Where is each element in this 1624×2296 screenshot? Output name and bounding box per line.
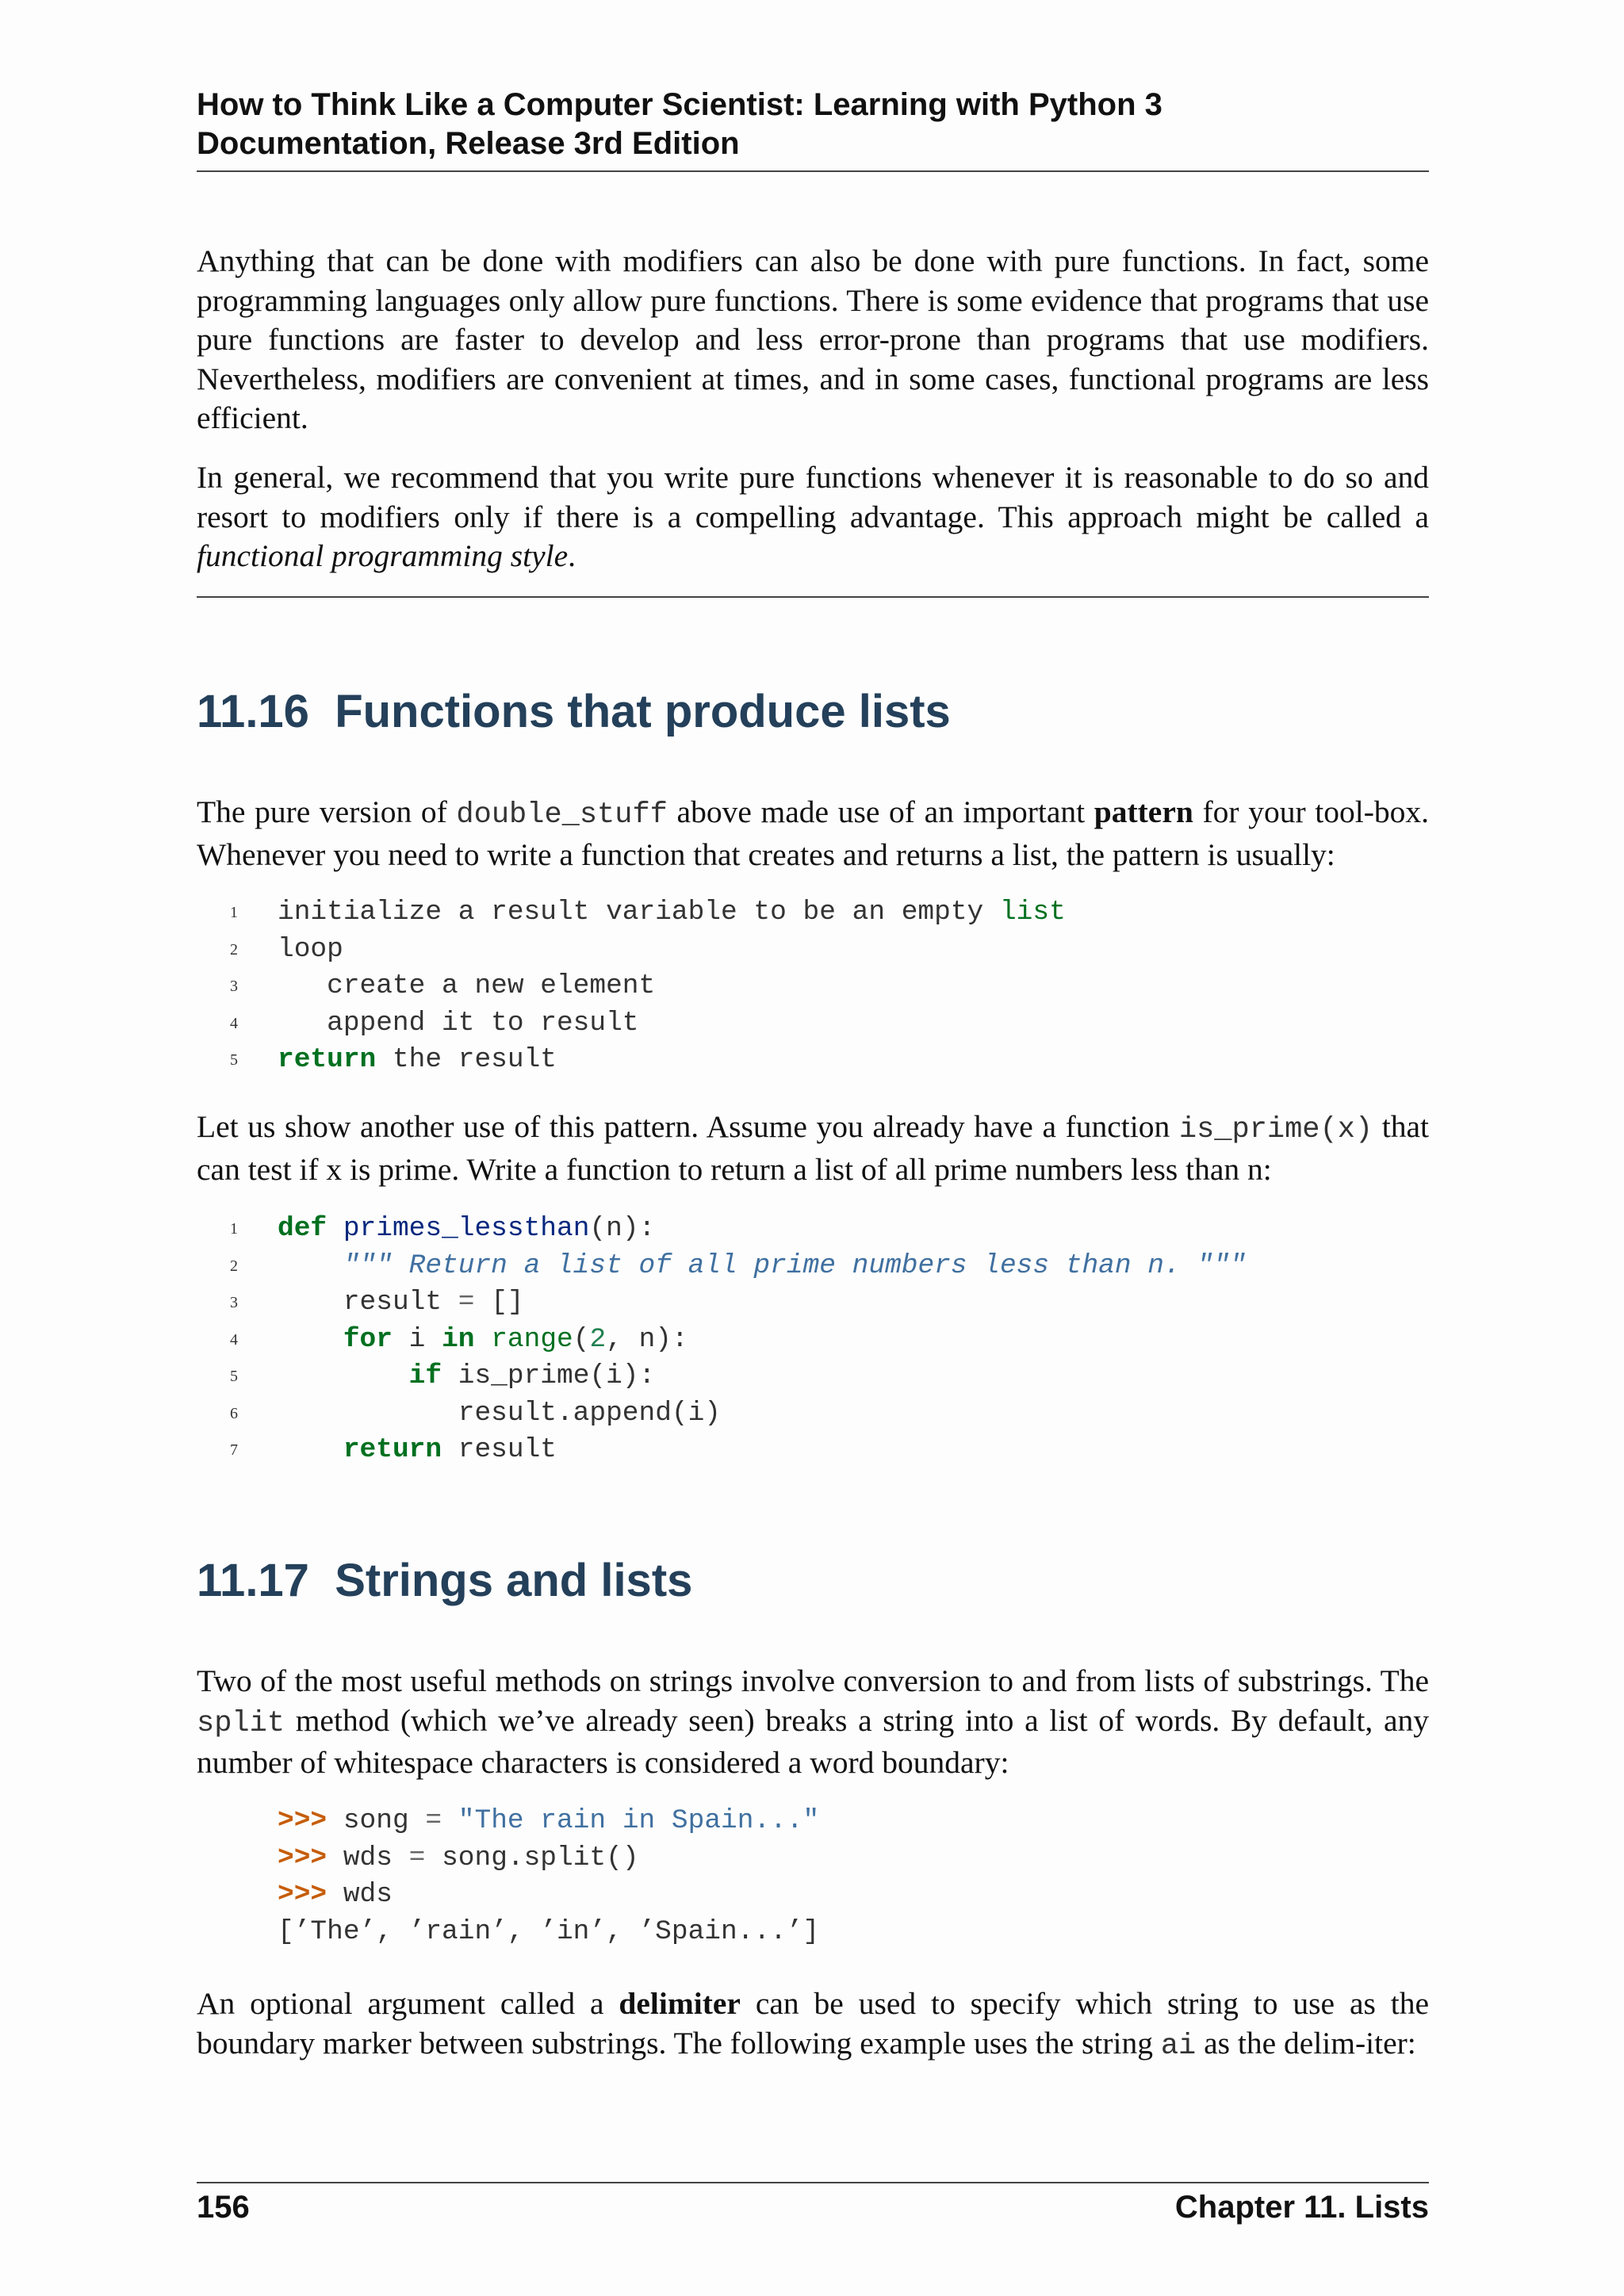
line-number: 1 [230, 904, 238, 921]
line-number: 3 [230, 978, 238, 995]
s16-p1-c: for your tool-box. Whenever you need to write a function that creates and returns a list, the pattern is usually: [197, 794, 1429, 872]
code-operator: = [458, 1287, 475, 1318]
code-function-name: primes_lessthan [343, 1213, 590, 1244]
running-header-line-1: How to Think Like a Computer Scientist: Learning with Python 3 [197, 87, 1162, 122]
code-text: append it to result [278, 1007, 639, 1039]
code-line [230, 1248, 1419, 1285]
line-number: 3 [230, 1294, 238, 1311]
code-docstring: """ Return a list of all prime numbers less than n. """ [343, 1249, 1247, 1281]
code-text: wds [327, 1842, 409, 1873]
code-operator: = [425, 1805, 442, 1836]
line-number: 4 [230, 1330, 238, 1349]
code-text: initialize a result variable to be an empty [278, 897, 1000, 928]
line-number: 4 [230, 1014, 238, 1032]
code-text: i [392, 1323, 442, 1355]
code-text: , n): [606, 1323, 688, 1355]
code-text: song.split() [425, 1842, 639, 1873]
page-number: 156 [197, 2190, 250, 2225]
code-line [230, 1005, 1419, 1043]
repl-output-text: [’The’, ’rain’, ’in’, ’Spain...’] [278, 1915, 820, 1947]
code-text: is_prime(i): [442, 1360, 656, 1391]
pattern-code-block [230, 894, 1419, 1079]
code-text: [] [474, 1287, 524, 1318]
section-divider-rule [197, 596, 1429, 598]
code-keyword: return [278, 1044, 377, 1075]
bold-term-delimiter: delimiter [619, 1986, 741, 2021]
code-text: ( [573, 1323, 590, 1355]
inline-code-ai: ai [1160, 2029, 1197, 2063]
line-number: 1 [230, 1220, 238, 1238]
code-text: wds [327, 1879, 393, 1910]
code-line [230, 1211, 1419, 1248]
section-16-paragraph-2 [197, 1108, 1429, 1189]
inline-code-split: split [197, 1706, 285, 1740]
intro-p2-emphasis: functional programming style [197, 538, 569, 573]
code-text: (n): [589, 1213, 656, 1244]
header-rule [197, 170, 1429, 172]
bold-term-pattern: pattern [1094, 794, 1193, 829]
repl-prompt: >>> [278, 1805, 327, 1836]
inline-code-is-prime: is_prime(x) [1178, 1113, 1373, 1146]
line-number: 5 [230, 1051, 238, 1069]
code-text: loop [278, 933, 343, 965]
section-17-paragraph-2 [197, 1984, 1429, 2066]
code-string: "The rain in Spain..." [442, 1805, 820, 1836]
section-heading-11-17 [197, 1553, 692, 1609]
section-16-paragraph-1 [197, 793, 1429, 874]
code-operator: = [408, 1842, 426, 1873]
s17-p2-a: An optional argument called a [197, 1986, 619, 2021]
code-keyword: return [343, 1434, 442, 1465]
code-line [230, 968, 1419, 1005]
s17-p2-b: can be used to specify which string to use as the boundary marker between substrings. The following example uses the string [197, 1986, 1429, 2061]
running-header-line-2: Documentation, Release 3rd Edition [197, 126, 740, 161]
s16-p1-b: above made use of an important [667, 794, 1094, 829]
code-text: result [442, 1434, 557, 1465]
line-number: 2 [230, 1257, 238, 1275]
intro-paragraph-2 [197, 458, 1429, 576]
code-line [230, 1395, 1419, 1433]
primes-code-block [230, 1211, 1419, 1469]
s17-p1-b: method (which we’ve already seen) breaks a string into a list of words. By default, any number of whitespace characters is considered a word boundary: [197, 1702, 1429, 1780]
code-keyword: if [408, 1360, 442, 1391]
inline-code-double-stuff: double_stuff [456, 798, 668, 832]
s16-p1-a: The pure version of [197, 794, 457, 829]
code-line [230, 1358, 1419, 1395]
section-title: Functions that produce lists [335, 686, 951, 737]
code-text: the result [376, 1044, 557, 1075]
code-builtin: range [491, 1323, 573, 1355]
repl-line [278, 1877, 1467, 1914]
s17-p1-a: Two of the most useful methods on strings involve conversion to and from lists of substrings. The [197, 1663, 1429, 1698]
code-line [230, 1432, 1419, 1469]
repl-line [278, 1840, 1467, 1877]
s17-p2-c: as the delim-iter: [1196, 2025, 1416, 2061]
code-line [230, 932, 1419, 969]
line-number: 7 [230, 1441, 238, 1459]
line-number: 6 [230, 1404, 238, 1422]
s16-p2-a: Let us show another use of this pattern. Assume you already have a function [197, 1109, 1179, 1144]
code-number: 2 [589, 1323, 607, 1355]
code-text: create a new element [278, 970, 656, 1001]
chapter-label: Chapter 11. Lists [1174, 2190, 1429, 2225]
running-header [197, 86, 1434, 163]
s16-p2-b: that can test if x is prime. Write a function to return a list of all prime numbers less than n: [197, 1109, 1429, 1187]
section-title: Strings and lists [335, 1555, 693, 1606]
code-line [230, 894, 1419, 932]
code-text: result.append(i) [458, 1397, 722, 1429]
repl-code-block [278, 1803, 1467, 1950]
repl-output [278, 1914, 1467, 1951]
code-builtin: list [999, 897, 1066, 928]
intro-p2-end: . [568, 538, 576, 573]
code-keyword: def [278, 1213, 327, 1244]
code-line [230, 1284, 1419, 1322]
section-number: 11.17 [197, 1555, 309, 1606]
code-text: result [343, 1287, 458, 1318]
intro-paragraph-1: Anything that can be done with modifiers can also be done with pure functions. In fact, some programming languages only allow pure functions. There is some evidence that programs that use pure functions are faster to develop and less error-prone than programs that use modifiers. Nevertheless, modifiers are convenient at times, and in some cases, functional programs are less efficient. [197, 243, 1429, 435]
repl-prompt: >>> [278, 1842, 327, 1873]
footer-rule [197, 2182, 1429, 2183]
section-number: 11.16 [197, 686, 309, 737]
repl-line [278, 1803, 1467, 1840]
line-number: 5 [230, 1368, 238, 1385]
repl-prompt: >>> [278, 1879, 327, 1910]
code-line [230, 1322, 1419, 1359]
section-heading-11-16 [197, 684, 951, 740]
section-17-paragraph-1 [197, 1662, 1429, 1783]
line-number: 2 [230, 940, 238, 959]
intro-p2-text: In general, we recommend that you write pure functions whenever it is reasonable to do so and resort to modifiers only if there is a compelling advantage. This approach might be called a [197, 460, 1429, 534]
code-line [230, 1042, 1419, 1079]
code-keyword: in [442, 1323, 475, 1355]
code-keyword: for [343, 1323, 393, 1355]
code-text: song [327, 1805, 426, 1836]
